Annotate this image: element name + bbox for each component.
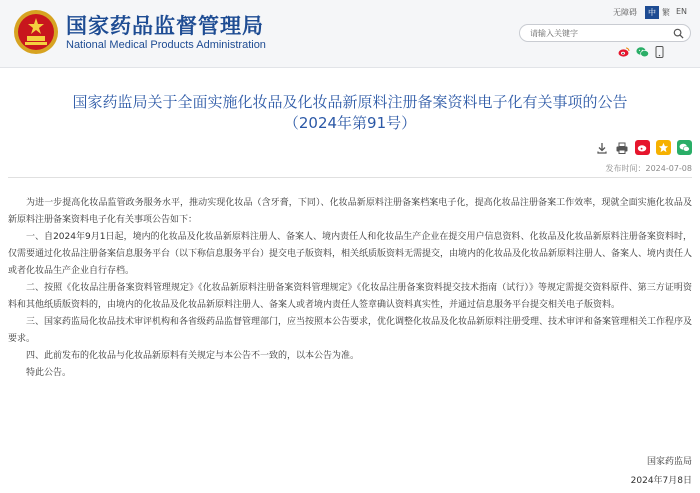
accessibility-link[interactable]: 无障碍: [612, 7, 637, 17]
share-qzone-button[interactable]: [656, 140, 671, 155]
article-title-main: 国家药监局关于全面实施化妆品及化妆品新原料注册备案资料电子化有关事项的公告: [72, 93, 628, 111]
qzone-icon: [658, 142, 669, 153]
site-name-en[interactable]: National Medical Products Administration: [66, 39, 266, 51]
mobile-icon[interactable]: [655, 46, 664, 58]
lang-simplified[interactable]: 中: [645, 6, 659, 19]
search-icon[interactable]: [673, 28, 684, 39]
article-title-number: （2024年第91号）: [283, 114, 417, 132]
article-paragraph: 三、国家药监局化妆品技术审评机构和各省级药品监督管理部门，应当按照本公告要求，优化调整化妆品及化妆品新原料注册受理、技术审评和备案管理相关工作程序及要求。: [8, 317, 693, 344]
article-title: [0, 92, 700, 134]
social-links: [618, 46, 664, 58]
wechat-icon[interactable]: [636, 46, 649, 58]
download-icon[interactable]: [595, 141, 609, 155]
share-wechat-button[interactable]: [677, 140, 692, 155]
weibo-icon: [637, 142, 648, 153]
search-box: [519, 24, 691, 42]
signature-date: 2024年7月8日: [630, 476, 692, 486]
lang-switch: [645, 6, 690, 19]
signature-org: 国家药监局: [646, 457, 692, 467]
article-body: [8, 195, 692, 382]
divider: [8, 177, 692, 178]
article-paragraph: 二、按照《化妆品注册备案资料管理规定》《化妆品新原料注册备案资料管理规定》《化妆品注册备案资料提交技术指南（试行）》等规定需提交资料原件、第三方证明资料和其他纸质版资料的，由境内的化妆品及化妆品新原料注册人、备案人或者境内责任人签章确认资料真实性，并通过信息服务平台提交相关电子版资料。: [8, 283, 692, 310]
top-utility-bar: [613, 5, 690, 19]
print-icon[interactable]: [615, 141, 629, 155]
site-name-cn[interactable]: 国家药品监督管理局: [66, 14, 264, 38]
article-paragraph: 为进一步提高化妆品监管政务服务水平，推动实现化妆品（含牙膏，下同）、化妆品新原料注册备案档案电子化，提高化妆品注册备案工作效率，现就全面实施化妆品及新原料注册备案资料电子化有关事项公告如下：: [8, 198, 692, 225]
publish-time: 发布时间：2024-07-08: [605, 164, 692, 173]
wechat-icon: [679, 142, 690, 153]
article-paragraph: 特此公告。: [26, 368, 72, 378]
article-signature-block: [631, 453, 692, 491]
article-paragraph: 一、自2024年9月1日起，境内的化妆品及化妆品新原料注册人、备案人、境内责任人和化妆品生产企业在提交用户信息资料、化妆品及化妆品新原料注册备案资料时，仅需要通过化妆品注册备案信息服务平台（以下称信息服务平台）提交电子版资料，相关纸质版资料无需提交，由境内的化妆品及化妆品新原料注册人、备案人、境内责任人或者化妆品生产企业自行存档。: [8, 232, 693, 276]
weibo-icon[interactable]: [618, 46, 630, 58]
national-emblem-icon[interactable]: [13, 9, 59, 55]
article-paragraph: 四、此前发布的化妆品与化妆品新原料有关规定与本公告不一致的，以本公告为准。: [26, 351, 360, 361]
site-header: [0, 0, 700, 68]
lang-traditional[interactable]: 繁: [661, 7, 670, 17]
share-weibo-button[interactable]: [635, 140, 650, 155]
article-tools: [595, 140, 692, 155]
search-input[interactable]: [530, 27, 660, 40]
lang-english[interactable]: EN: [675, 6, 687, 16]
